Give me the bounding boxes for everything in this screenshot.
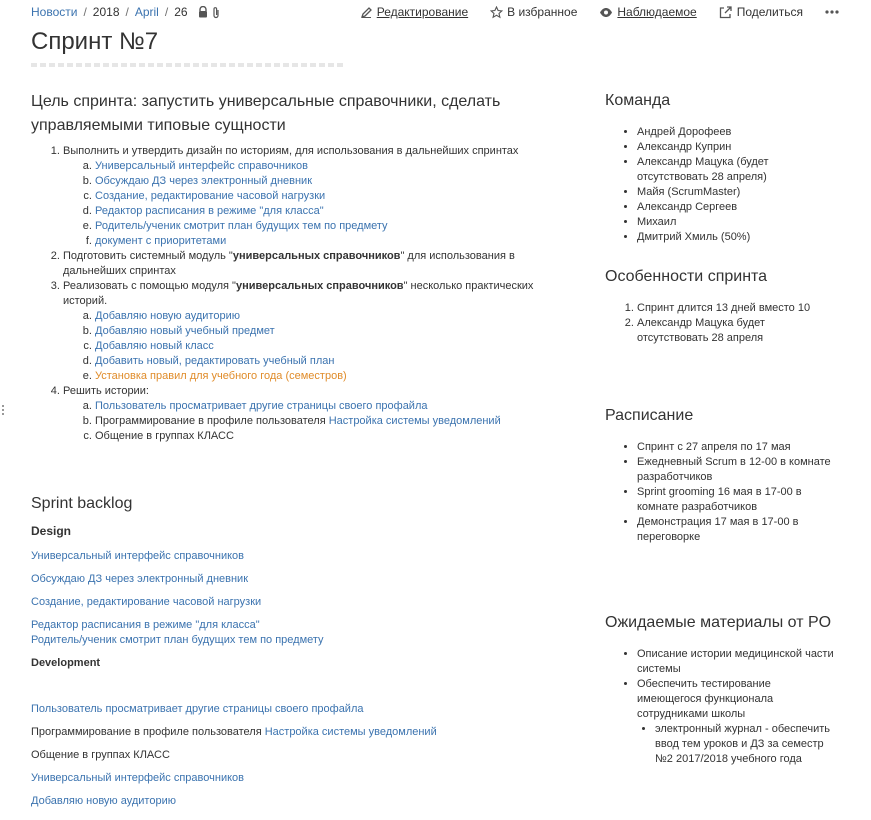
material-subitem: • электронный журнал - обеспечить ввод тем уроков и ДЗ за семестр №2 2017/2018 учебного года [655, 722, 835, 767]
story-link[interactable]: Обсуждаю ДЗ через электронный дневник [95, 175, 313, 187]
edit-button[interactable] [360, 5, 468, 19]
schedule-item: • Ежедневный Scrum в 12-00 в комнате разработчиков [637, 455, 835, 485]
team-member: • Андрей Дорофеев [637, 125, 835, 140]
list-item [95, 309, 561, 324]
sprint-backlog-section [31, 494, 551, 809]
list-item-text: Общение в группах КЛАСС [95, 430, 234, 442]
team-member: • Майя (ScrumMaster) [637, 185, 835, 200]
backlog-row [31, 618, 551, 633]
materials-sublist [637, 722, 835, 767]
goal-item-text: Решить истории: [63, 385, 149, 397]
list-item [95, 234, 561, 249]
priorities-doc-link[interactable]: документ с приоритетами [95, 235, 227, 247]
lock-icon[interactable] [198, 6, 208, 18]
list-item [95, 399, 561, 414]
breadcrumb-day: 26 [174, 5, 188, 19]
share-label: Поделиться [736, 5, 803, 19]
schedule-heading: Расписание [605, 407, 694, 424]
materials-heading: Ожидаемые материалы от PO [605, 614, 832, 631]
backlog-text: Программирование в профиле пользователя [31, 726, 265, 738]
backlog-row [31, 549, 551, 564]
goal-sublist [63, 159, 561, 249]
story-link[interactable]: Пользователь просматривает другие страницы своего профайла [95, 400, 428, 412]
breadcrumb-month[interactable]: April [134, 5, 159, 19]
backlog-row [31, 572, 551, 587]
star-icon [490, 6, 503, 19]
goal-item-text: Подготовить системный модуль " [63, 250, 233, 262]
schedule-list [605, 440, 835, 545]
goal-item-bold: универсальных справочников [235, 280, 404, 292]
share-icon [719, 6, 733, 19]
backlog-link[interactable]: Редактор расписания в режиме "для класса" [31, 619, 260, 631]
schedule-item: • Sprint grooming 16 мая в 17-00 в комнате разработчиков [637, 485, 835, 515]
team-list [605, 125, 835, 245]
sprint-goal-heading: Цель спринта: запустить универсальные справочники, сделать управляемыми типовые сущности [31, 93, 501, 134]
goal-item [63, 144, 561, 249]
list-item-text: Программирование в профиле пользователя [95, 415, 329, 427]
breadcrumb-year: 2018 [92, 5, 120, 19]
more-button[interactable] [825, 10, 843, 14]
story-link[interactable]: Универсальный интерфейс справочников [95, 160, 308, 172]
backlog-link[interactable]: Обсуждаю ДЗ через электронный дневник [31, 573, 249, 585]
story-link-highlighted[interactable]: Установка правил для учебного года (семестров) [95, 370, 347, 382]
team-section [605, 89, 835, 245]
edit-label: Редактирование [376, 5, 469, 19]
story-link[interactable]: Создание, редактирование часовой нагрузки [95, 190, 326, 202]
backlog-row [31, 771, 551, 786]
goal-item [63, 279, 561, 384]
goal-sublist [63, 399, 561, 444]
list-item [95, 204, 561, 219]
list-item [95, 414, 561, 429]
goal-item-text: Реализовать с помощью модуля " [63, 280, 236, 292]
backlog-row [31, 794, 551, 809]
pencil-icon [360, 6, 373, 19]
backlog-link[interactable]: Универсальный интерфейс справочников [31, 550, 244, 562]
material-item: • Описание истории медицинской части системы [637, 647, 835, 677]
story-link[interactable]: Добавляю новую аудиторию [95, 310, 240, 322]
sprint-goal-section [31, 90, 561, 444]
list-item [95, 159, 561, 174]
team-member: • Дмитрий Хмиль (50%) [637, 230, 835, 245]
page-byline [31, 63, 343, 67]
feature-item: 1. Спринт длится 13 дней вместо 10 [637, 301, 835, 316]
goal-item [63, 384, 561, 444]
features-heading: Особенности спринта [605, 268, 768, 285]
breadcrumb-separator: / [125, 5, 129, 19]
goal-item-text: Выполнить и утвердить дизайн по историям, для использования в дальнейших спринтах [63, 145, 519, 157]
more-icon [825, 10, 839, 14]
page-actions [338, 5, 843, 19]
backlog-heading: Sprint backlog [31, 495, 133, 512]
schedule-section [605, 404, 835, 545]
watch-button[interactable] [599, 5, 696, 19]
backlog-row [31, 748, 551, 763]
list-item [95, 339, 561, 354]
story-link[interactable]: Добавляю новый учебный предмет [95, 325, 275, 337]
team-heading: Команда [605, 92, 671, 109]
goal-item [63, 249, 561, 279]
goal-sublist [63, 309, 561, 384]
story-link[interactable]: Добавить новый, редактировать учебный план [95, 355, 335, 367]
breadcrumb-separator: / [83, 5, 87, 19]
team-member: • Александр Мацука (будет отсутствовать 28 апреля) [637, 155, 835, 185]
team-member: • Михаил [637, 215, 835, 230]
list-item [95, 189, 561, 204]
features-section [605, 265, 835, 346]
backlog-link[interactable]: Универсальный интерфейс справочников [31, 772, 244, 784]
goal-item-text: " несколько практических историй. [63, 280, 534, 307]
share-button[interactable] [719, 5, 803, 19]
breadcrumb-separator: / [164, 5, 169, 19]
backlog-text: Общение в группах КЛАСС [31, 749, 170, 761]
backlog-row [31, 702, 551, 717]
material-item [637, 677, 835, 767]
team-member: • Александр Куприн [637, 140, 835, 155]
backlog-link[interactable]: Настройка системы уведомлений [264, 726, 437, 738]
materials-section [605, 611, 835, 767]
development-heading: Development [31, 657, 101, 669]
eye-icon [599, 7, 613, 18]
backlog-link[interactable]: Родитель/ученик смотрит план будущих тем по предмету [31, 634, 324, 646]
materials-list [605, 647, 835, 767]
favorite-label: В избранное [507, 5, 578, 19]
backlog-row [31, 633, 551, 648]
backlog-row [31, 725, 551, 740]
goal-list [31, 144, 561, 444]
list-item [95, 354, 561, 369]
list-item [95, 219, 561, 234]
schedule-item: • Спринт с 27 апреля по 17 мая [637, 440, 835, 455]
story-link[interactable]: Добавляю новый класс [95, 340, 214, 352]
list-item [95, 369, 561, 384]
breadcrumb [31, 5, 220, 19]
features-list [605, 301, 835, 346]
list-item [95, 174, 561, 189]
paperclip-icon[interactable] [212, 6, 220, 19]
story-link[interactable]: Настройка системы уведомлений [328, 415, 501, 427]
watch-label: Наблюдаемое [617, 5, 697, 19]
schedule-item: • Демонстрация 17 мая в 17-00 в переговорке [637, 515, 835, 545]
list-item [95, 429, 561, 444]
list-item [95, 324, 561, 339]
breadcrumb-news[interactable]: Новости [31, 5, 78, 19]
team-member: • Александр Сергеев [637, 200, 835, 215]
story-link[interactable]: Родитель/ученик смотрит план будущих тем по предмету [95, 220, 388, 232]
favorite-button[interactable] [490, 5, 577, 19]
page-title: Спринт №7 [31, 28, 159, 55]
goal-item-text: " для использования в дальнейших спринтах [63, 250, 515, 277]
goal-item-bold: универсальных справочников [232, 250, 401, 262]
material-item-text: Обеспечить тестирование имеющегося функционала сотрудниками школы [637, 678, 774, 720]
backlog-link[interactable]: Создание, редактирование часовой нагрузки [31, 596, 262, 608]
design-heading: Design [31, 524, 72, 538]
backlog-link[interactable]: Добавляю новую аудиторию [31, 795, 176, 807]
drag-handle[interactable] [2, 405, 4, 417]
backlog-row [31, 595, 551, 610]
page-header-bar [31, 5, 843, 21]
story-link[interactable]: Редактор расписания в режиме "для класса" [95, 205, 324, 217]
feature-item: 2. Александр Мацука будет отсутствовать 28 апреля [637, 316, 835, 346]
backlog-link[interactable]: Пользователь просматривает другие страницы своего профайла [31, 703, 364, 715]
